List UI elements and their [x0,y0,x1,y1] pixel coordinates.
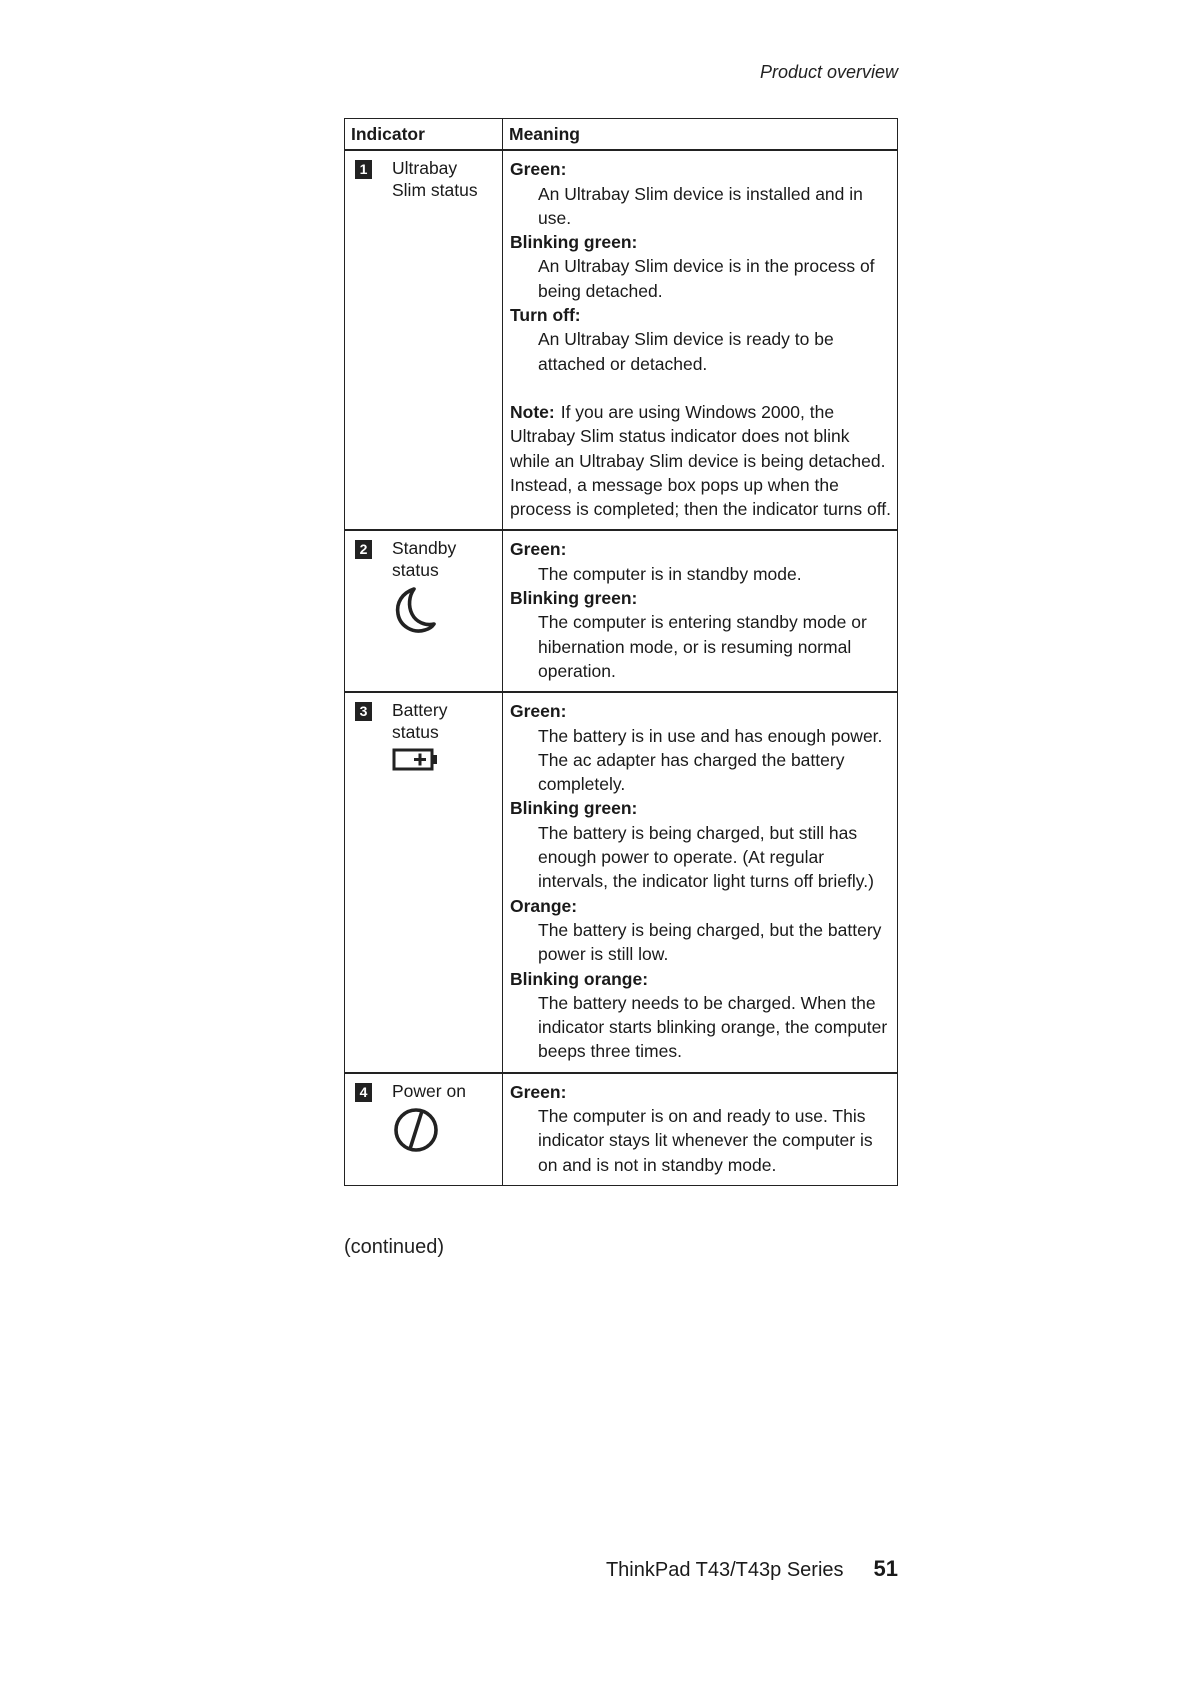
state-description: The computer is in standby mode. [538,563,802,584]
indicator-cell [345,1073,503,1186]
indicator-number-badge: 1 [355,160,372,179]
state-description: The battery is being charged, but still has enough power to operate. (At regular intervals, the indicator light turns off briefly.) [538,822,874,892]
indicator-cell [345,692,503,1072]
running-head: Product overview [759,62,898,82]
indicator-label-line: Standby [392,538,457,559]
state-description: The battery needs to be charged. When the indicator starts blinking orange, the computer beeps three times. [538,992,888,1062]
state-term: Green: [510,539,567,560]
state-term: Green: [510,1081,567,1102]
state-description: The battery is being charged, but the battery power is still low. [538,919,882,965]
state-description: The computer is on and ready to use. This indicator stays lit whenever the computer is on and is not in standby mode. [538,1105,873,1175]
table-header-row [345,119,898,151]
footer-title: ThinkPad T43/T43p Series [605,1559,844,1581]
state-description: An Ultrabay Slim device is installed and in use. [538,183,863,228]
battery-icon [392,747,440,773]
state-term: Blinking green: [510,798,638,819]
meaning-cell [503,1073,898,1186]
table-row [345,1073,898,1186]
indicator-table [344,118,898,1186]
indicator-label-line: status [392,722,439,743]
page-footer [606,1556,898,1582]
meaning-cell [503,530,898,692]
indicator-number-badge: 3 [355,702,372,721]
indicator-label-line: Power on [392,1080,466,1101]
state-description: The battery is in use and has enough power. The ac adapter has charged the battery completely. [538,725,883,795]
meaning-cell [503,150,898,530]
indicator-cell [345,530,503,692]
table-row [345,692,898,1072]
indicator-label-line: Slim status [392,180,478,201]
state-term: Blinking green: [510,588,638,609]
state-term: Turn off: [510,305,581,326]
state-term: Blinking orange: [510,968,649,989]
state-description: An Ultrabay Slim device is in the process of being detached. [538,256,875,301]
column-header-meaning: Meaning [503,119,898,151]
state-term: Orange: [510,895,578,916]
state-term: Green: [510,159,567,180]
indicator-label-line: Battery [392,700,448,721]
state-description: The computer is entering standby mode or hibernation mode, or is resuming normal operation. [538,612,867,681]
indicator-label-line: Ultrabay [392,158,458,179]
indicator-cell [345,150,503,530]
indicator-number-badge: 2 [355,540,372,559]
table-row [345,150,898,530]
state-description: An Ultrabay Slim device is ready to be attached or detached. [538,329,834,374]
page-number: 51 [873,1556,898,1581]
state-term: Green: [510,701,567,722]
column-header-indicator: Indicator [345,119,503,151]
note-label: Note: [510,401,555,422]
meaning-cell [503,692,898,1072]
power-icon [392,1106,440,1154]
note [510,400,891,521]
continued-label: (continued) [344,1236,445,1258]
indicator-number-badge: 4 [355,1083,372,1102]
moon-icon [392,585,442,635]
state-term: Blinking green: [510,232,638,253]
note-text: If you are using Windows 2000, the Ultrabay Slim status indicator does not blink while an Ultrabay Slim device is being detached. Instead, a message box pops up when the process is completed; then the indicator turns off. [510,401,891,520]
table-row [345,530,898,692]
indicator-label-line: status [392,560,439,581]
